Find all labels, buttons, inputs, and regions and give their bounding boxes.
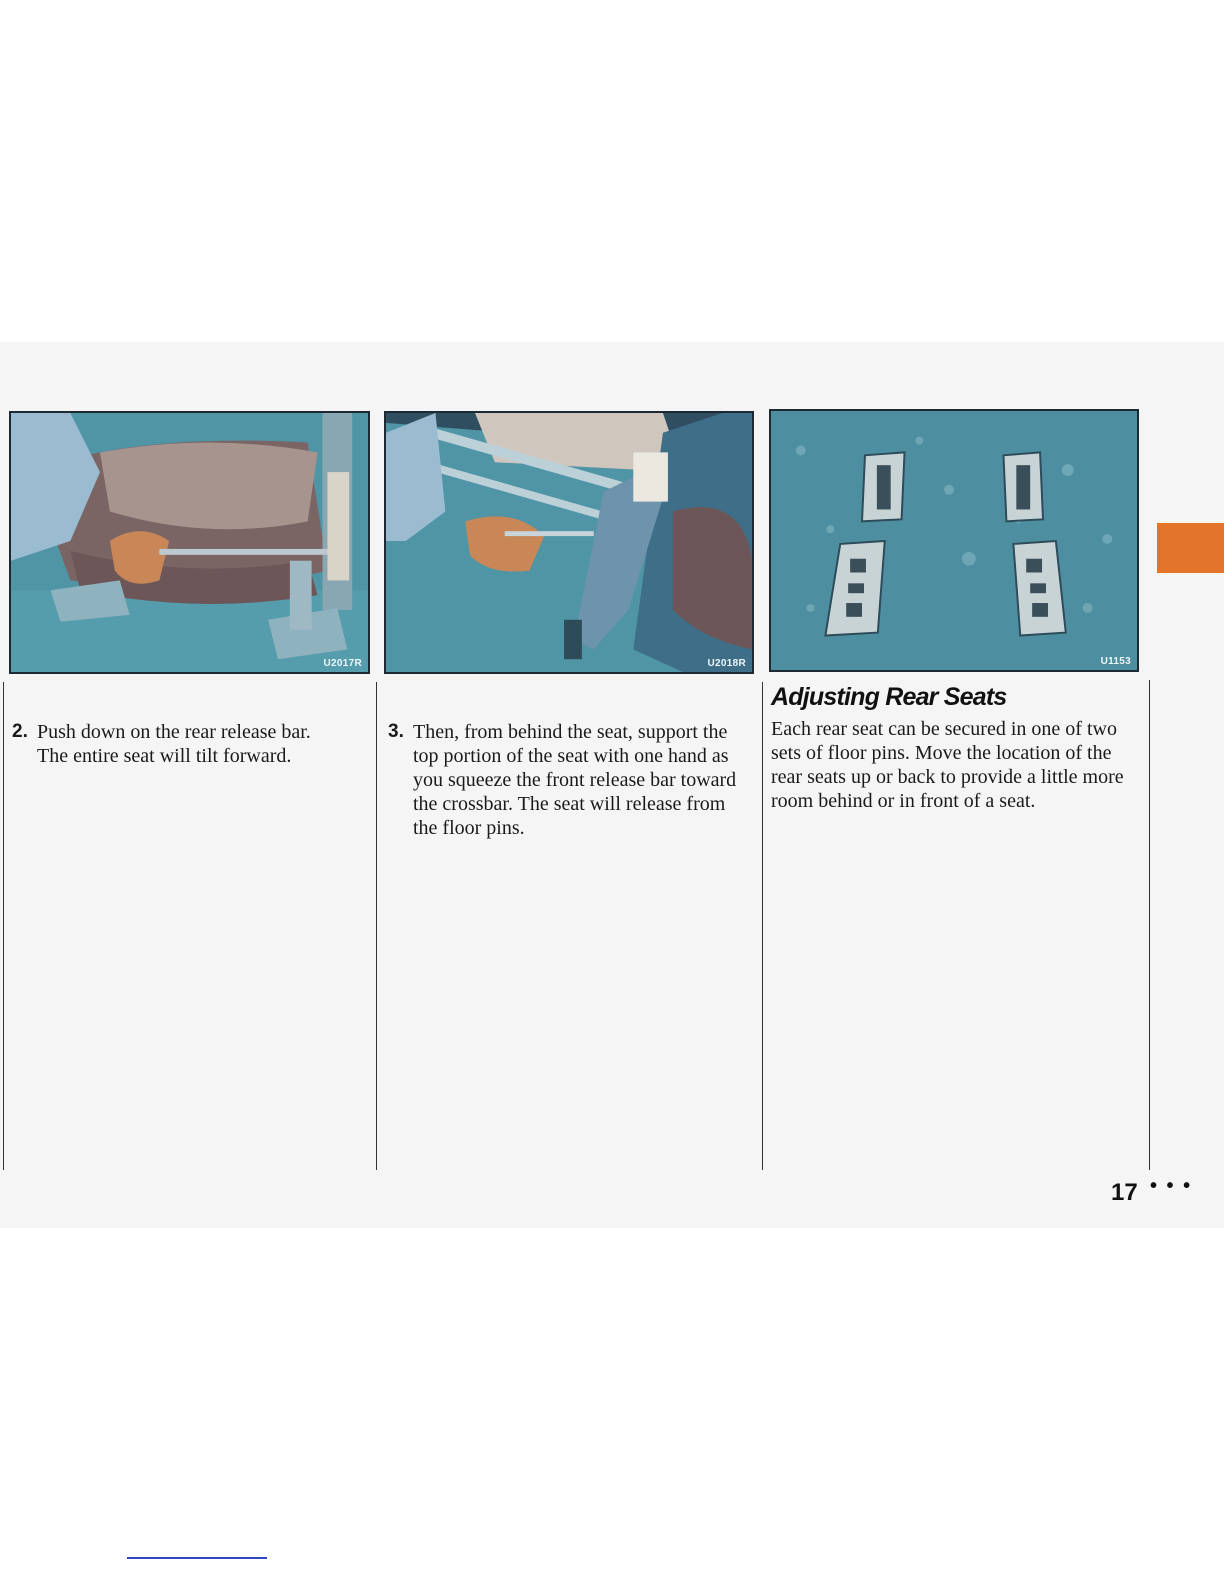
illustration-code: U2018R: [707, 658, 746, 669]
step-number: 3.: [388, 721, 404, 742]
step-number: 2.: [12, 721, 28, 742]
column-divider: [376, 682, 377, 1170]
step-text: Push down on the rear release bar. The entire seat will tilt forward.: [37, 721, 311, 767]
illustration-floor-pins: [769, 409, 1139, 672]
illustration-rear-release-bar-art: [11, 413, 368, 672]
step-text: Then, from behind the seat, support the top portion of the seat with one hand as you squeeze the front release bar toward the crossbar. The seat will release from the floor pins.: [413, 721, 737, 839]
illustration-rear-release-bar: [9, 411, 370, 674]
column-divider: [1149, 680, 1150, 1170]
section-body: Each rear seat can be secured in one of two sets of floor pins. Move the location of the rear seats up or back to provide a little more room behind or in front of a seat.: [771, 718, 1124, 812]
illustration-front-release-bar: [384, 411, 754, 674]
page-number: 17: [1111, 1179, 1138, 1206]
section-thumb-tab: [1157, 523, 1224, 573]
continuation-dots: • • •: [1150, 1175, 1193, 1197]
illustration-code: U1153: [1100, 656, 1131, 667]
column-divider: [762, 682, 763, 1170]
step-3: [388, 720, 754, 840]
column-divider: [3, 682, 4, 1170]
step-2: [12, 720, 342, 768]
bottom-link-underline[interactable]: [127, 1557, 267, 1559]
illustration-code: U2017R: [323, 658, 362, 669]
illustration-front-release-bar-art: [386, 413, 752, 672]
illustration-floor-pins-art: [771, 411, 1137, 670]
section-title: Adjusting Rear Seats: [771, 683, 1007, 711]
